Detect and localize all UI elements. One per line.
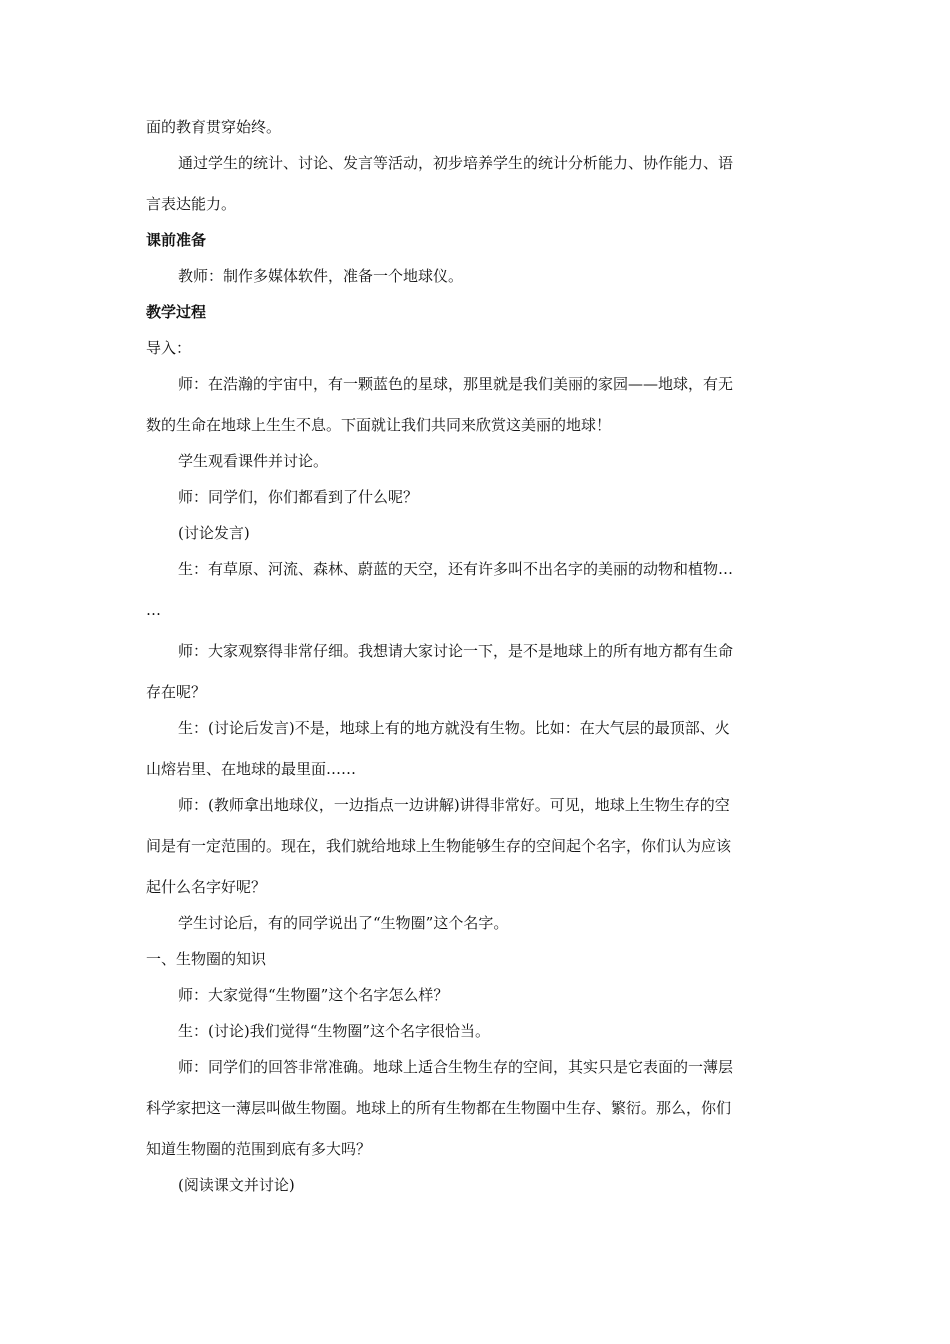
section-heading: 教学过程 bbox=[146, 303, 207, 321]
text-line: 导入： bbox=[146, 339, 192, 357]
text-line: 师：同学们，你们都看到了什么呢？ bbox=[178, 488, 419, 506]
text-line: 面的教育贯穿始终。 bbox=[146, 118, 282, 136]
text-line: 数的生命在地球上生生不息。下面就让我们共同来欣赏这美丽的地球！ bbox=[146, 416, 612, 434]
text-line: 言表达能力。 bbox=[146, 195, 237, 213]
text-line: 师：大家观察得非常仔细。我想请大家讨论一下，是不是地球上的所有地方都有生命 bbox=[178, 642, 734, 660]
text-line: 师：大家觉得“生物圈”这个名字怎么样？ bbox=[178, 986, 449, 1004]
text-line: 学生讨论后，有的同学说出了“生物圈”这个名字。 bbox=[178, 914, 509, 932]
text-line: 通过学生的统计、讨论、发言等活动，初步培养学生的统计分析能力、协作能力、语 bbox=[178, 154, 734, 172]
text-line: 间是有一定范围的。现在，我们就给地球上生物能够生存的空间起个名字，你们认为应该 bbox=[146, 837, 732, 855]
section-heading: 课前准备 bbox=[146, 231, 207, 249]
text-line: 生：(讨论)我们觉得“生物圈”这个名字很恰当。 bbox=[178, 1022, 491, 1040]
text-line: 存在呢？ bbox=[146, 683, 207, 701]
text-line: 教师：制作多媒体软件，准备一个地球仪。 bbox=[178, 267, 464, 285]
text-line: 师：在浩瀚的宇宙中，有一颗蓝色的星球，那里就是我们美丽的家园——地球，有无 bbox=[178, 375, 734, 393]
text-line: 生：有草原、河流、森林、蔚蓝的天空，还有许多叫不出名字的美丽的动物和植物… bbox=[178, 560, 734, 578]
text-line: 学生观看课件并讨论。 bbox=[178, 452, 329, 470]
text-line: … bbox=[146, 601, 161, 619]
text-line: 知道生物圈的范围到底有多大吗？ bbox=[146, 1140, 372, 1158]
text-line: 师：同学们的回答非常准确。地球上适合生物生存的空间，其实只是它表面的一薄层 bbox=[178, 1058, 734, 1076]
section-heading: 一、生物圈的知识 bbox=[146, 950, 267, 968]
text-line: 生：(讨论后发言)不是，地球上有的地方就没有生物。比如：在大气层的最顶部、火 bbox=[178, 719, 730, 737]
text-line: 起什么名字好呢？ bbox=[146, 878, 267, 896]
text-line: (讨论发言) bbox=[178, 524, 250, 542]
text-line: 科学家把这一薄层叫做生物圈。地球上的所有生物都在生物圈中生存、繁衍。那么，你们 bbox=[146, 1099, 732, 1117]
document-page bbox=[146, 118, 806, 1194]
text-line: 师：(教师拿出地球仪，一边指点一边讲解)讲得非常好。可见，地球上生物生存的空 bbox=[178, 796, 730, 814]
text-line: (阅读课文并讨论) bbox=[178, 1176, 295, 1194]
text-line: 山熔岩里、在地球的最里面…… bbox=[146, 760, 357, 778]
